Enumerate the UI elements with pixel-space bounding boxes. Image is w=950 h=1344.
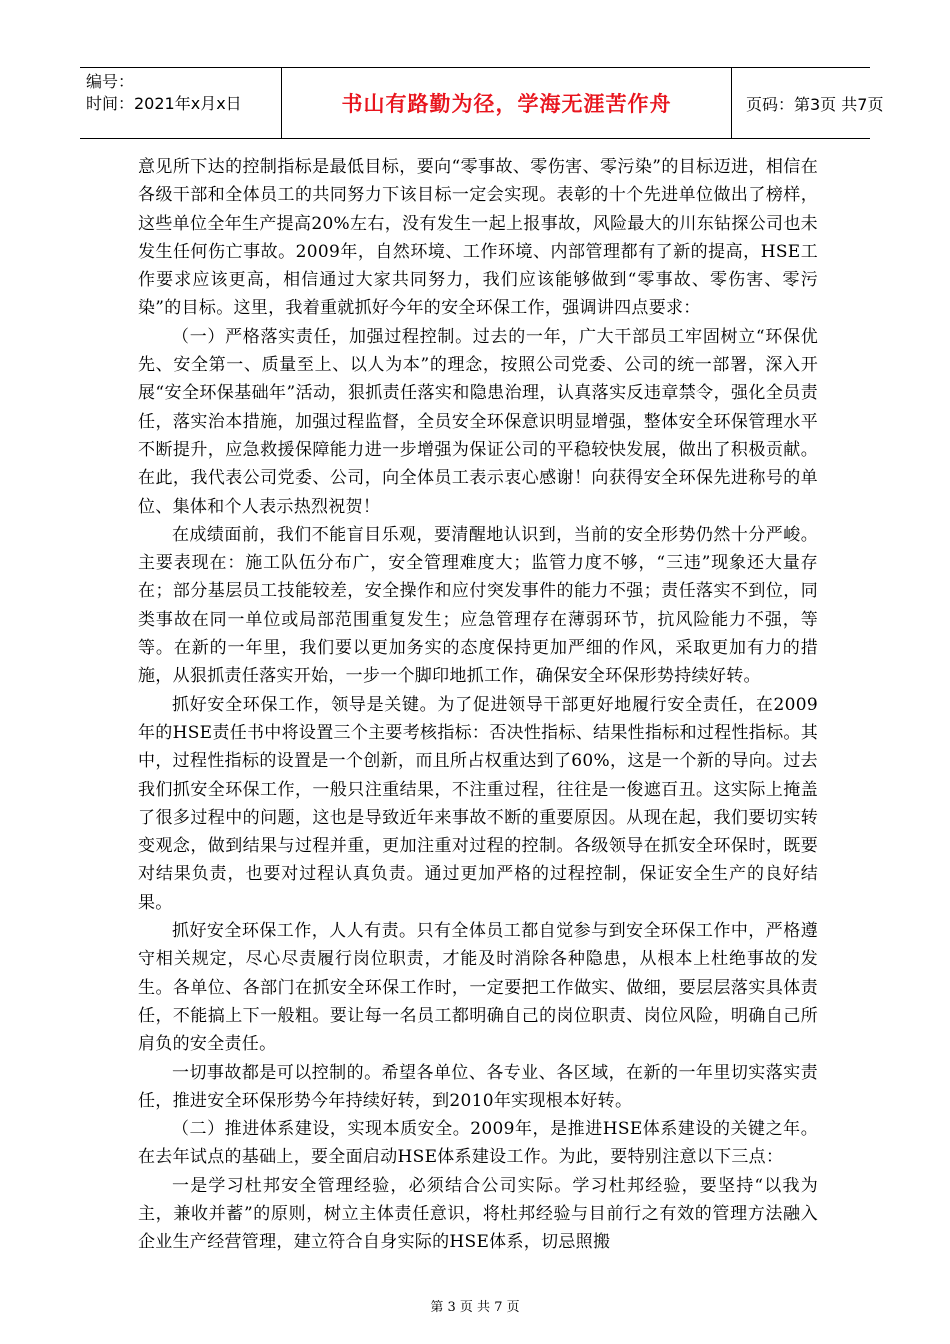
header-page-info: 页码：第3页 共7页 <box>746 94 884 114</box>
document-number: 编号： <box>86 72 135 91</box>
page-header <box>80 67 884 139</box>
paragraph: 在成绩面前，我们不能盲目乐观，要清醒地认识到，当前的安全形势仍然十分严峻。主要表现在：施工队伍分布广，安全管理难度大；监管力度不够，“三违”现象还大量存在；部分基层员工技能较差，安全操作和应付突发事件的能力不强；责任落实不到位，同类事故在同一单位或局部范围重复发生；应急管理存在薄弱环节，抗风险能力不强，等等。在新的一年里，我们要以更加务实的态度保持更加严细的作风，采取更加有力的措施，从狠抓责任落实开始，一步一个脚印地抓工作，确保安全环保形势持续好转。 <box>138 524 818 687</box>
paragraph: （二）推进体系建设，实现本质安全。2009年，是推进HSE体系建设的关键之年。在去年试点的基础上，要全面启动HSE体系建设工作。为此，要特别注意以下三点： <box>138 1119 818 1168</box>
document-body <box>138 153 818 1257</box>
paragraph: （一）严格落实责任，加强过程控制。过去的一年，广大干部员工牢固树立“环保优先、安全第一、质量至上、以人为本”的理念，按照公司党委、公司的统一部署，深入开展“安全环保基础年”活动，狠抓责任落实和隐患治理，认真落实反违章禁令，强化全员责任，落实治本措施，加强过程监督，全员安全环保意识明显增强，整体安全环保管理水平不断提升，应急救援保障能力进一步增强为保证公司的平稳较快发展，做出了积极贡献。在此，我代表公司党委、公司，向全体员工表示衷心感谢！向获得安全环保先进称号的单位、集体和个人表示热烈祝贺！ <box>138 326 818 517</box>
header-slogan: 书山有路勤为径，学海无涯苦作舟 <box>282 68 732 138</box>
paragraph: 意见所下达的控制指标是最低目标，要向“零事故、零伤害、零污染”的目标迈进，相信在各级干部和全体员工的共同努力下该目标一定会实现。表彰的十个先进单位做出了榜样，这些单位全年生产提高20%左右，没有发生一起上报事故，风险最大的川东钻探公司也未发生任何伤亡事故。2009年，自然环境、工作环境、内部管理都有了新的提高，HSE工作要求应该更高，相信通过大家共同努力，我们应该能够做到“零事故、零伤害、零污染”的目标。这里，我着重就抓好今年的安全环保工作，强调讲四点要求： <box>138 157 818 319</box>
paragraph: 一切事故都是可以控制的。希望各单位、各专业、各区域，在新的一年里切实落实责任，推进安全环保形势今年持续好转，到2010年实现根本好转。 <box>138 1062 818 1111</box>
paragraph: 一是学习杜邦安全管理经验，必须结合公司实际。学习杜邦经验，要坚持“以我为主，兼收并蓄”的原则，树立主体责任意识，将杜邦经验与目前行之有效的管理方法融入企业生产经营管理，建立符合自身实际的HSE体系，切忌照搬 <box>138 1175 818 1253</box>
paragraph: 抓好安全环保工作，领导是关键。为了促进领导干部更好地履行安全责任，在2009年的HSE责任书中将设置三个主要考核指标：否决性指标、结果性指标和过程性指标。其中，过程性指标的设置是一个创新，而且所占权重达到了60%，这是一个新的导向。过去我们抓安全环保工作，一般只注重结果，不注重过程，往往是一俊遮百丑。这实际上掩盖了很多过程中的问题，这也是导致近年来事故不断的重要原因。从现在起，我们要切实转变观念，做到结果与过程并重，更加注重对过程的控制。各级领导在抓安全环保时，既要对结果负责，也要对过程认真负责。通过更加严格的过程控制，保证安全生产的良好结果。 <box>138 694 818 913</box>
page-footer: 第 3 页 共 7 页 <box>430 1300 520 1315</box>
paragraph: 抓好安全环保工作，人人有责。只有全体员工都自觉参与到安全环保工作中，严格遵守相关规定，尽心尽责履行岗位职责，才能及时消除各种隐患，从根本上杜绝事故的发生。各单位、各部门在抓安全环保工作时，一定要把工作做实、做细，要层层落实具体责任，不能搞上下一般粗。要让每一名员工都明确自己的岗位职责、岗位风险，明确自己所肩负的安全责任。 <box>138 921 818 1055</box>
header-meta <box>80 68 282 138</box>
document-date: 时间：2021年x月x日 <box>86 94 242 113</box>
